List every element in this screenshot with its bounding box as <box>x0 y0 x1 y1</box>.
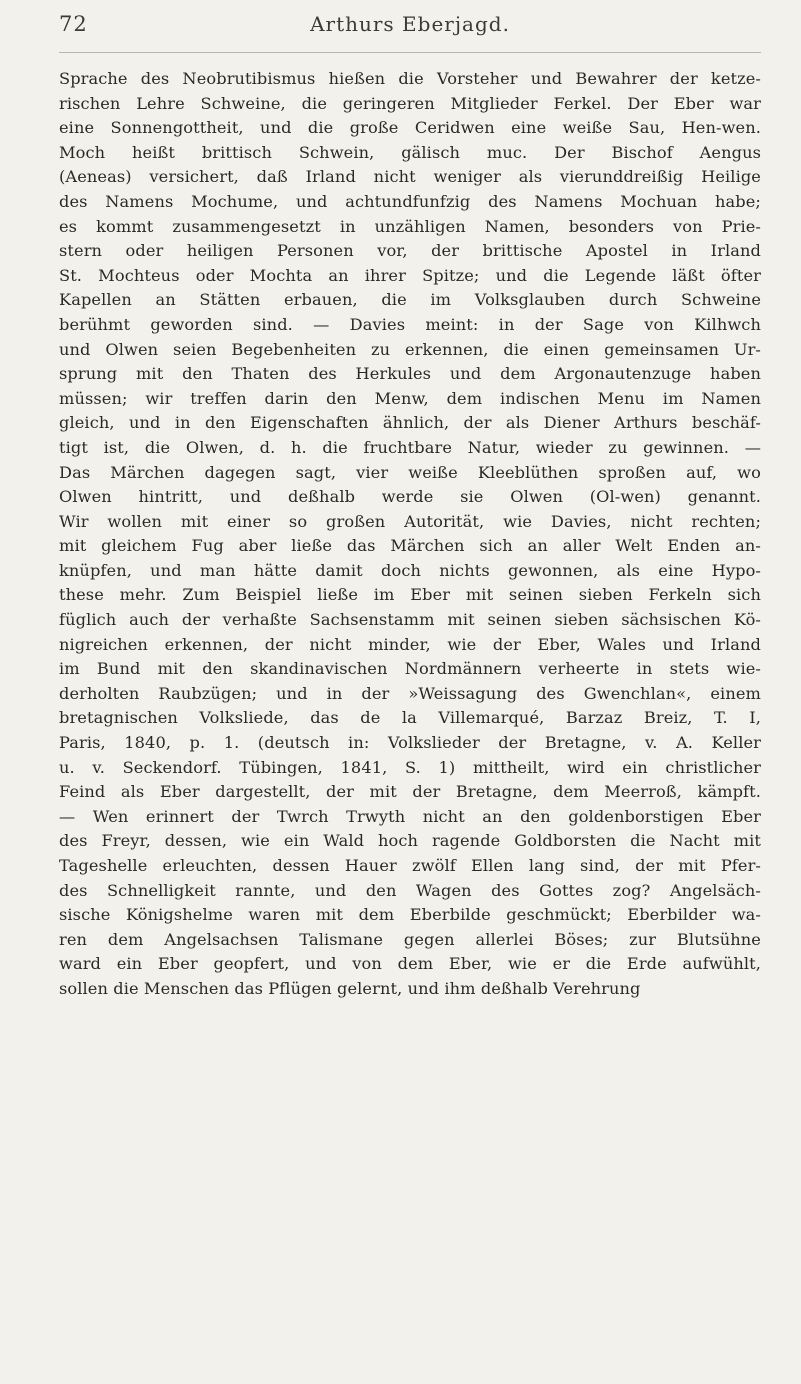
text-line: knüpfen, und man hätte damit doch nichts gewonnen, als eine Hypo- <box>59 560 761 580</box>
text-line: rischen Lehre Schweine, die geringeren Mitglieder Ferkel. Der Eber war <box>59 93 761 113</box>
text-line: des Schnelligkeit rannte, und den Wagen des Gottes zog? Angelsäch- <box>59 880 761 900</box>
text-line: tigt ist, die Olwen, d. h. die fruchtbare Natur, wieder zu gewinnen. — <box>59 437 761 457</box>
text-line: stern oder heiligen Personen vor, der brittische Apostel in Irland <box>59 241 761 261</box>
text-line: these mehr. Zum Beispiel ließe im Eber mit seinen sieben Ferkeln sich <box>59 585 761 605</box>
text-line: Paris, 1840, p. 1. (deutsch in: Volkslieder der Bretagne, v. A. Keller <box>59 733 761 753</box>
text-line: ren dem Angelsachsen Talismane gegen allerlei Böses; zur Blutsühne <box>59 929 761 949</box>
text-line: Kapellen an Stätten erbauen, die im Volksglauben durch Schweine <box>59 290 761 310</box>
body-paragraph <box>59 67 761 1002</box>
page-number: 72 <box>59 12 88 36</box>
text-line: — Wen erinnert der Twrch Trwyth nicht an den goldenborstigen Eber <box>59 806 761 826</box>
text-line: Wir wollen mit einer so großen Autorität, wie Davies, nicht rechten; <box>59 511 761 531</box>
text-line: bretagnischen Volksliede, das de la Villemarqué, Barzaz Breiz, T. I, <box>59 708 761 728</box>
running-head <box>59 0 761 53</box>
text-line: (Aeneas) versichert, daß Irland nicht weniger als vierunddreißig Heilige <box>59 167 761 187</box>
text-line: sische Königshelme waren mit dem Eberbilde geschmückt; Eberbilder wa- <box>59 905 761 925</box>
text-line: u. v. Seckendorf. Tübingen, 1841, S. 1) mittheilt, wird ein christlicher <box>59 757 761 777</box>
text-line: gleich, und in den Eigenschaften ähnlich, der als Diener Arthurs beschäf- <box>59 413 761 433</box>
running-title: Arthurs Eberjagd. <box>310 12 510 36</box>
text-line: sprung mit den Thaten des Herkules und dem Argonautenzuge haben <box>59 364 761 384</box>
text-line: sollen die Menschen das Pflügen gelernt, und ihm deßhalb Verehrung <box>59 978 641 998</box>
text-line: und Olwen seien Begebenheiten zu erkennen, die einen gemeinsamen Ur- <box>59 339 761 359</box>
text-line: im Bund mit den skandinavischen Nordmännern verheerte in stets wie- <box>59 659 761 679</box>
text-line: Tageshelle erleuchten, dessen Hauer zwölf Ellen lang sind, der mit Pfer- <box>59 856 761 875</box>
text-line: mit gleichem Fug aber ließe das Märchen sich an aller Welt Enden an- <box>59 536 761 556</box>
text-line: Sprache des Neobrutibismus hießen die Vorsteher und Bewahrer der ketze- <box>59 69 761 88</box>
text-line: Feind als Eber dargestellt, der mit der Bretagne, dem Meerroß, kämpft. <box>59 782 761 802</box>
text-line: müssen; wir treffen darin den Menw, dem indischen Menu im Namen <box>59 388 761 408</box>
text-line: Olwen hintritt, und deßhalb werde sie Olwen (Ol-wen) genannt. <box>59 487 761 507</box>
text-line: füglich auch der verhaßte Sachsenstamm mit seinen sieben sächsischen Kö- <box>59 610 761 630</box>
text-line: Das Märchen dagegen sagt, vier weiße Kleeblüthen sproßen auf, wo <box>59 462 761 482</box>
text-line: St. Mochteus oder Mochta an ihrer Spitze; und die Legende läßt öfter <box>59 265 761 285</box>
text-line: es kommt zusammengesetzt in unzähligen Namen, besonders von Prie- <box>59 216 761 236</box>
text-line: ward ein Eber geopfert, und von dem Eber, wie er die Erde aufwühlt, <box>59 954 761 974</box>
text-line: des Namens Mochume, und achtundfunfzig des Namens Mochuan habe; <box>59 191 761 211</box>
text-line: nigreichen erkennen, der nicht minder, wie der Eber, Wales und Irland <box>59 634 761 654</box>
text-line: des Freyr, dessen, wie ein Wald hoch ragende Goldborsten die Nacht mit <box>59 831 761 851</box>
text-line: berühmt geworden sind. — Davies meint: in der Sage von Kilhwch <box>59 314 761 334</box>
text-line: derholten Raubzügen; und in der »Weissagung des Gwenchlan«, einem <box>59 683 761 703</box>
text-line: eine Sonnengottheit, und die große Ceridwen eine weiße Sau, Hen-wen. <box>59 118 761 138</box>
text-line: Moch heißt brittisch Schwein, gälisch muc. Der Bischof Aengus <box>59 142 761 162</box>
